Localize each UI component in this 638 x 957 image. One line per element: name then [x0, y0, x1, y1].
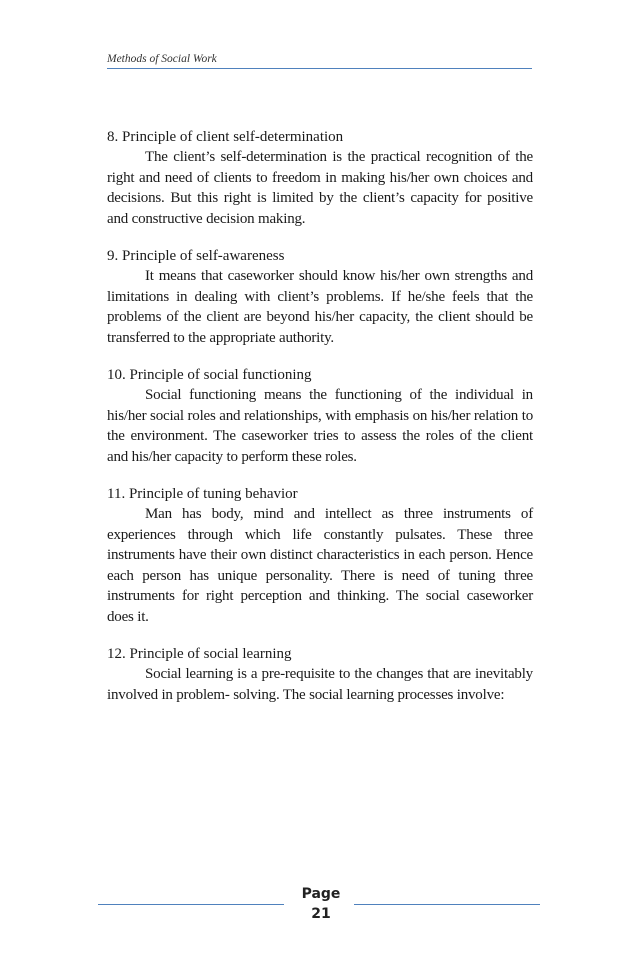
page-label-text: Page	[301, 886, 341, 902]
section-social-learning	[107, 644, 533, 705]
footer-rule-left	[98, 904, 284, 905]
section-heading: 9. Principle of self-awareness	[107, 248, 285, 264]
section-paragraph: The client’s self-determination is the practical recognition of the right and need of clients to freedom in making his/her own choices and decisions. But this right is limited by the client’s capacity for positive and constructive decision making.	[107, 149, 533, 227]
section-self-awareness	[107, 246, 533, 348]
section-heading: 12. Principle of social learning	[107, 646, 292, 662]
section-heading: 8. Principle of client self-determination	[107, 129, 344, 145]
page-number	[294, 884, 348, 924]
section-client-self-determination	[107, 127, 533, 229]
header-title: Methods of Social Work	[107, 53, 217, 65]
running-header	[107, 52, 532, 69]
section-paragraph: It means that caseworker should know his/her own strengths and limitations in dealing with client’s problems. If he/she feels that the problems of the client are beyond his/her capacity, the client should be transferred to the appropriate authority.	[107, 268, 533, 346]
page-content	[107, 127, 533, 722]
section-tuning-behavior	[107, 484, 533, 627]
section-paragraph: Social learning is a pre-requisite to the changes that are inevitably involved in problem- solving. The social learning processes involve:	[107, 666, 533, 703]
section-heading: 11. Principle of tuning behavior	[107, 486, 298, 502]
footer-rule-right	[354, 904, 540, 905]
section-paragraph: Social functioning means the functioning of the individual in his/her social roles and relationships, with emphasis on his/her relation to the environment. The caseworker tries to assess the roles of the client and his/her capacity to perform these roles.	[107, 387, 533, 465]
section-heading: 10. Principle of social functioning	[107, 367, 312, 383]
page-footer	[98, 884, 540, 928]
section-paragraph: Man has body, mind and intellect as three instruments of experiences through which life constantly pulsates. These three instruments have their own distinct characteristics in each person. Hence each person has unique personality. There is need of tuning three instruments for right perception and thinking. The social caseworker does it.	[107, 506, 533, 625]
page-number-value: 21	[311, 906, 331, 922]
section-social-functioning	[107, 365, 533, 467]
